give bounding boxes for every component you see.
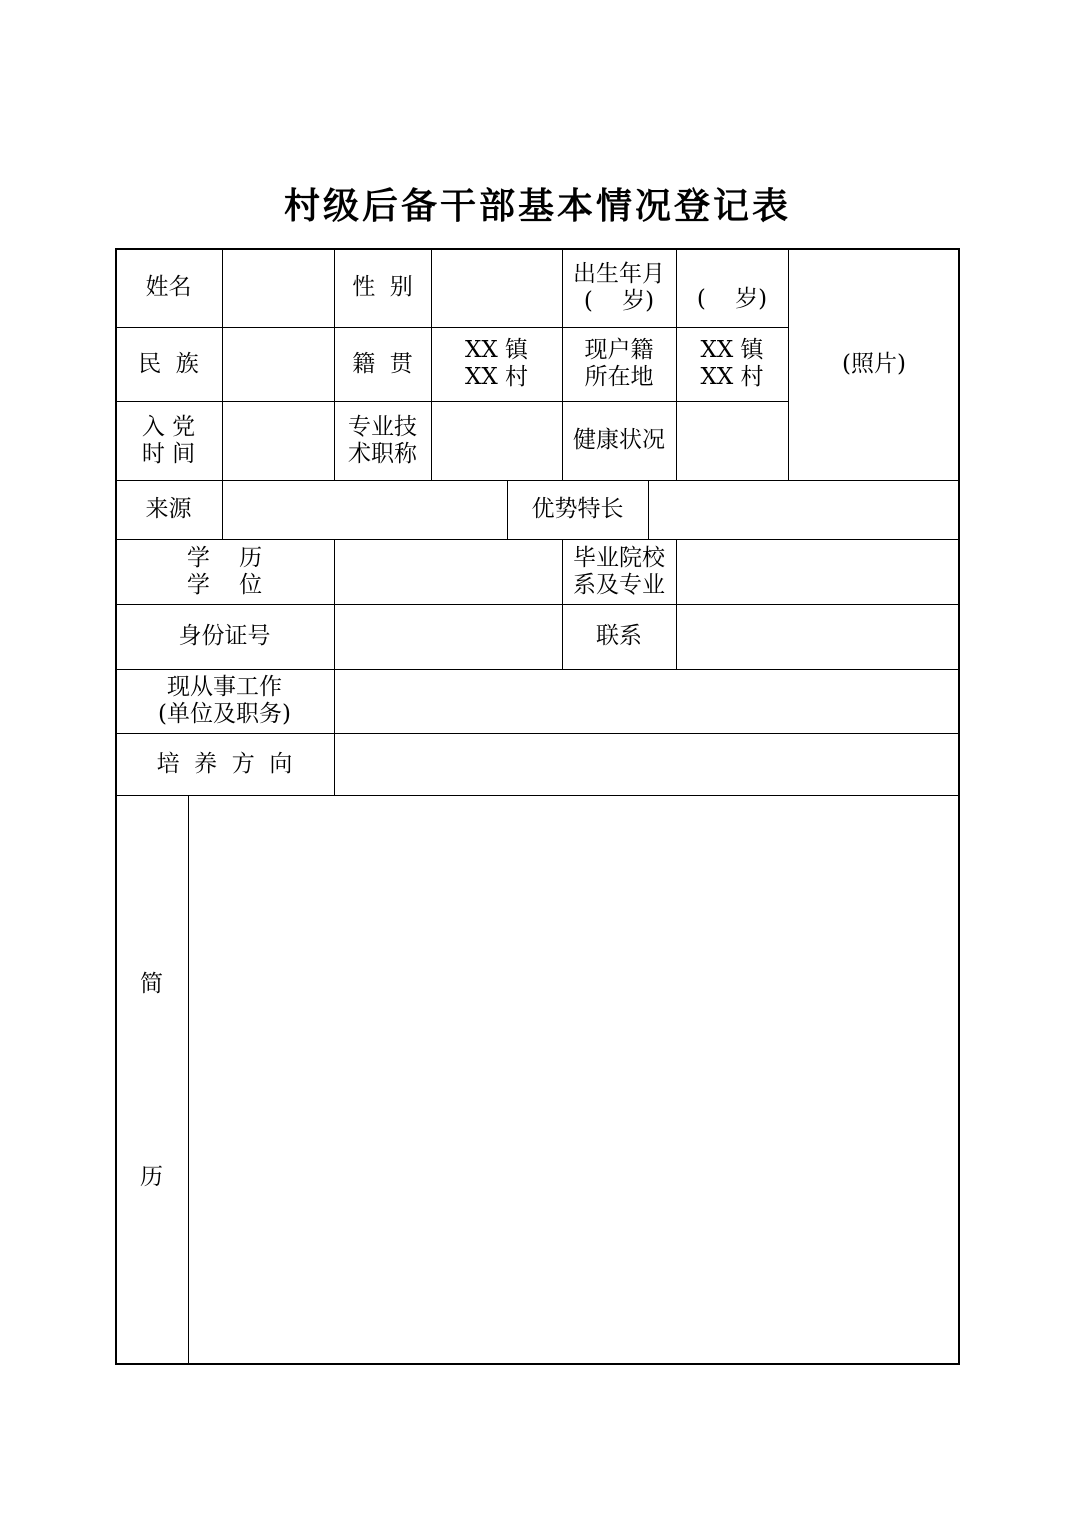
source-label: 来源 [145, 496, 192, 522]
party-date-field[interactable] [222, 401, 334, 480]
id-number-label: 身份证号 [178, 623, 271, 649]
native-place-field[interactable] [431, 327, 562, 401]
current-job-field[interactable] [334, 669, 960, 733]
native-place-label: 籍 贯 [352, 350, 413, 377]
graduate-school-label-line1: 毕业院校 [573, 544, 665, 571]
resume-label-char1: 简 [140, 970, 163, 997]
health-label: 健康状况 [573, 427, 665, 453]
name-label: 姓名 [145, 274, 192, 300]
photo-placeholder[interactable]: (照片) [842, 350, 906, 377]
current-job-label-line1: 现从事工作 [166, 674, 282, 700]
household-label-line2: 所在地 [584, 364, 654, 390]
resume-field[interactable] [188, 795, 960, 1365]
household-label-line1: 现户籍 [584, 337, 654, 363]
party-date-label-line2: 时 间 [141, 440, 196, 467]
resume-label-char2: 历 [140, 1163, 163, 1190]
education-label-line2: 学 位 [186, 571, 263, 598]
health-field[interactable] [676, 401, 788, 480]
graduate-school-label [562, 539, 676, 604]
ethnicity-field[interactable] [222, 327, 334, 401]
gender-label: 性 别 [352, 274, 413, 300]
household-town: XX 镇 [700, 337, 764, 363]
native-town: XX 镇 [464, 337, 529, 363]
current-job-label [115, 669, 334, 733]
training-direction-label: 培 养 方 向 [156, 750, 293, 777]
party-date-label-line1: 入 党 [141, 413, 196, 440]
professional-title-label-line2: 术职称 [348, 440, 417, 467]
graduate-school-field[interactable] [676, 539, 960, 604]
household-label [562, 327, 676, 401]
professional-title-field[interactable] [431, 401, 562, 480]
ethnicity-label: 民 族 [138, 350, 199, 377]
contact-field[interactable] [676, 604, 960, 669]
birth-field[interactable]: ( 岁) [696, 286, 768, 312]
education-label [115, 539, 334, 604]
birth-label [562, 248, 676, 327]
education-label-line1: 学 历 [186, 544, 263, 571]
form-title: 村级后备干部基本情况登记表 [283, 185, 791, 227]
professional-title-label-line1: 专业技 [348, 413, 417, 440]
professional-title-label [334, 401, 431, 480]
party-date-label [115, 401, 222, 480]
birth-label-line1: 出生年月 [573, 260, 665, 287]
name-field[interactable] [222, 248, 334, 327]
birth-label-line2: ( 岁) [583, 287, 655, 314]
training-direction-field[interactable] [334, 733, 960, 795]
education-field[interactable] [334, 539, 562, 604]
gender-field[interactable] [431, 248, 562, 327]
household-village: XX 村 [700, 364, 764, 390]
specialty-field[interactable] [648, 480, 960, 539]
contact-label: 联系 [596, 623, 642, 649]
specialty-label: 优势特长 [531, 496, 624, 522]
id-number-field[interactable] [334, 604, 562, 669]
household-field[interactable] [676, 327, 788, 401]
graduate-school-label-line2: 系及专业 [573, 571, 665, 598]
native-village: XX 村 [464, 364, 529, 390]
current-job-label-line2: (单位及职务) [158, 701, 291, 727]
source-field[interactable] [222, 480, 507, 539]
